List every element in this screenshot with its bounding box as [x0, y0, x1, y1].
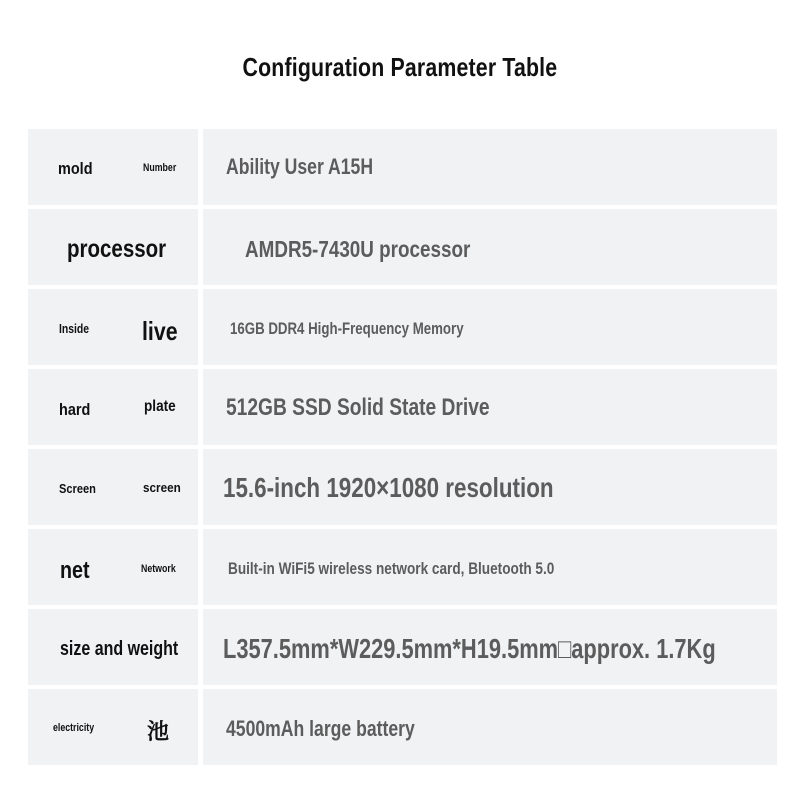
value-cell	[203, 289, 777, 365]
value-cell	[203, 449, 777, 525]
label-primary: Inside	[59, 321, 90, 336]
label-cell	[28, 129, 198, 205]
page-title	[0, 52, 800, 83]
table-row-size-weight	[28, 609, 777, 685]
label-cell	[28, 529, 198, 605]
value-text: 4500mAh large battery	[226, 716, 415, 741]
label-cell	[28, 609, 198, 685]
label-primary: hard	[59, 400, 91, 419]
table-row-model	[28, 129, 777, 205]
table-row-processor	[28, 209, 777, 285]
label-secondary: screen	[143, 480, 181, 495]
label-cell	[28, 369, 198, 445]
label-cell	[28, 209, 198, 285]
value-cell	[203, 609, 777, 685]
value-text: AMDR5-7430U processor	[245, 236, 471, 262]
label-secondary: 池	[147, 719, 170, 744]
table-row-battery	[28, 689, 777, 765]
value-text: L357.5mm*W229.5mm*H19.5mm□approx. 1.7Kg	[223, 633, 716, 664]
label-secondary: plate	[144, 398, 176, 415]
value-cell	[203, 689, 777, 765]
value-text: 15.6-inch 1920×1080 resolution	[223, 472, 554, 503]
label-primary: processor	[67, 235, 167, 263]
label-secondary: Network	[141, 563, 176, 575]
value-cell	[203, 129, 777, 205]
label-secondary: live	[142, 316, 178, 346]
label-cell	[28, 689, 198, 765]
value-text: 16GB DDR4 High-Frequency Memory	[230, 319, 464, 338]
value-cell	[203, 529, 777, 605]
value-cell	[203, 369, 777, 445]
label-primary: net	[60, 557, 90, 584]
table-row-screen	[28, 449, 777, 525]
page-title-text: Configuration Parameter Table	[242, 52, 558, 82]
label-secondary: Number	[143, 162, 177, 174]
label-primary: mold	[58, 159, 93, 178]
value-text: Built-in WiFi5 wireless network card, Bluetooth 5.0	[228, 559, 555, 578]
table-row-network	[28, 529, 777, 605]
label-cell	[28, 449, 198, 525]
label-primary: size and weight	[60, 638, 179, 660]
value-text: 512GB SSD Solid State Drive	[226, 394, 490, 421]
label-primary: Screen	[59, 481, 96, 496]
label-cell	[28, 289, 198, 365]
value-cell	[203, 209, 777, 285]
table-row-memory	[28, 289, 777, 365]
label-primary: electricity	[53, 722, 95, 734]
value-text: Ability User A15H	[226, 154, 374, 179]
table-row-storage	[28, 369, 777, 445]
